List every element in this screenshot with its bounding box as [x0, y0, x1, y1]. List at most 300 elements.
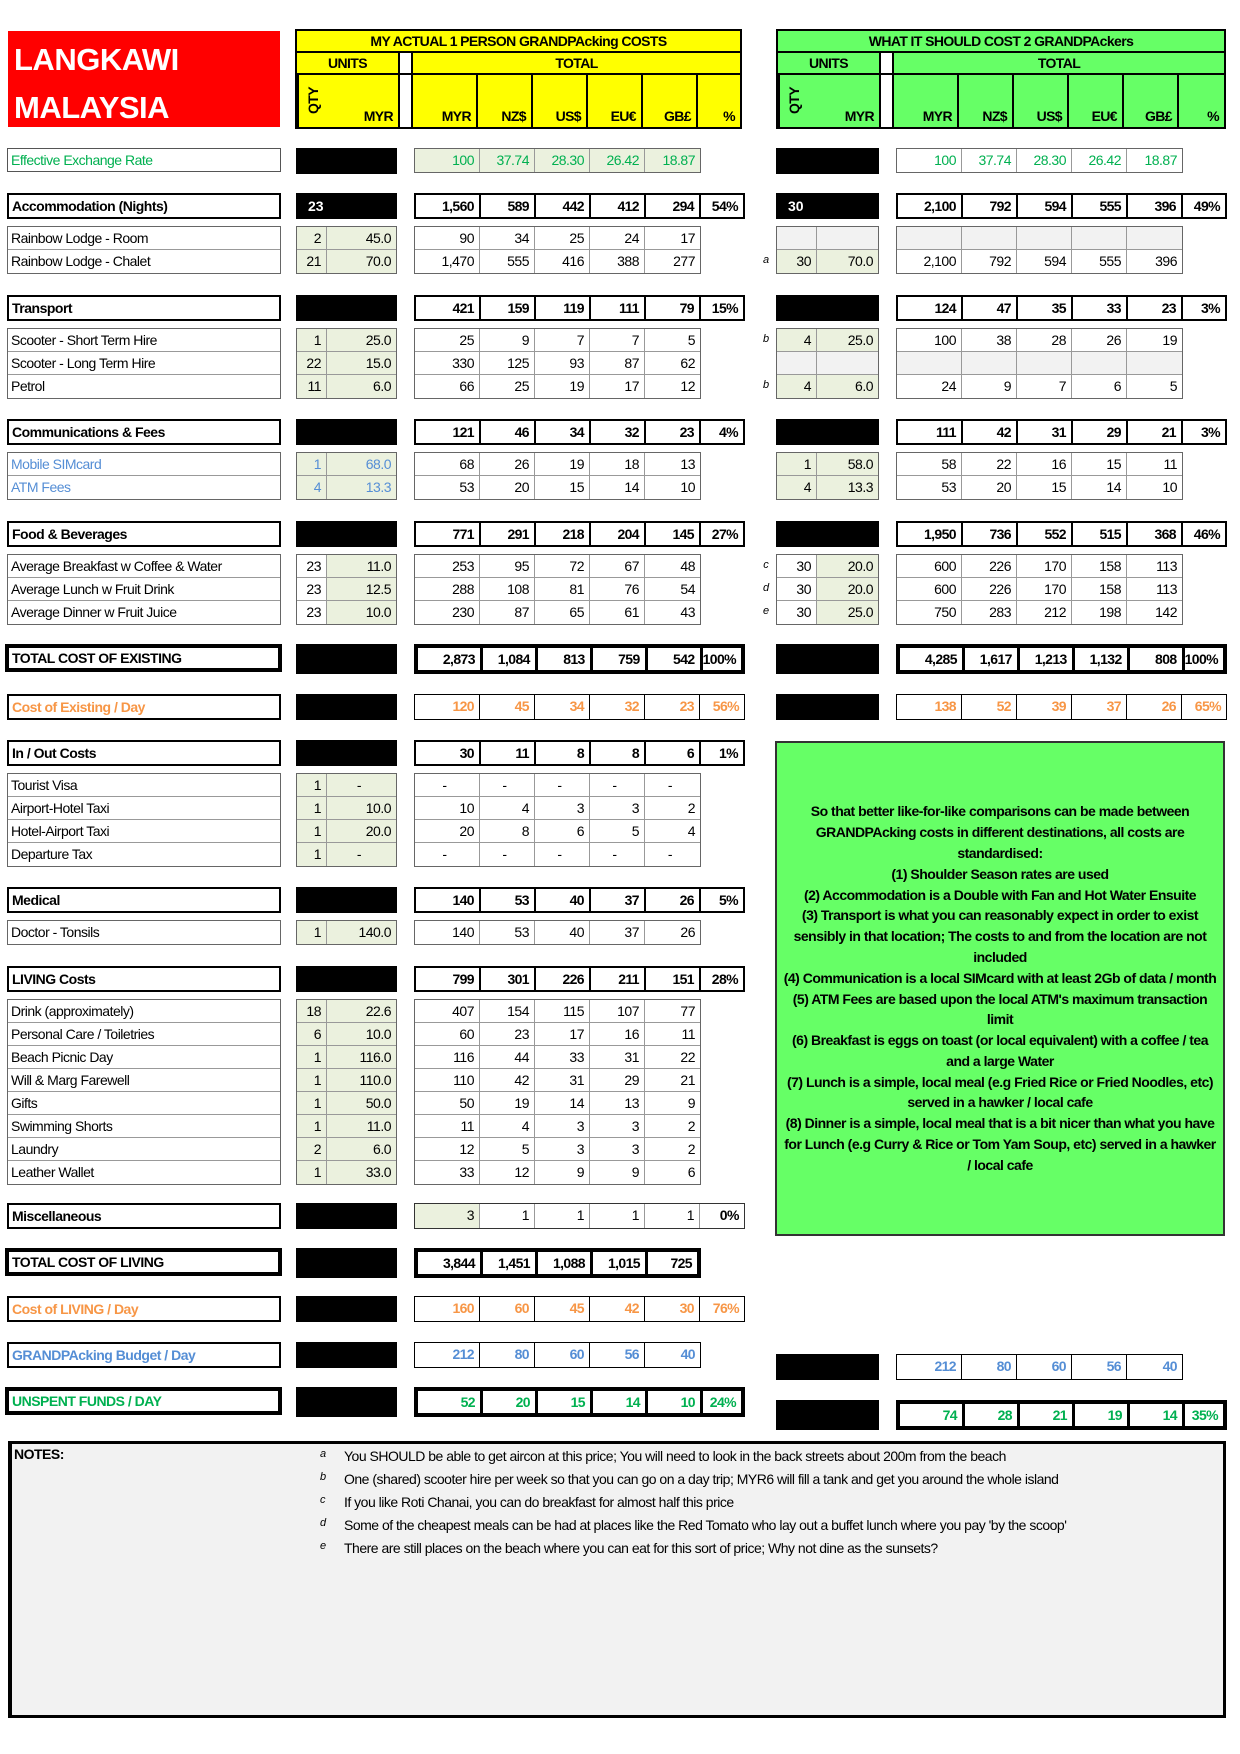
total-myr: 421	[416, 297, 481, 319]
total-gbp: 294	[646, 195, 701, 217]
cell: -	[415, 843, 480, 866]
qty-cell[interactable]: 2	[297, 1138, 327, 1160]
food-item-labels	[7, 554, 281, 625]
cell: 1	[590, 1204, 645, 1228]
transport-item-labels	[7, 328, 281, 399]
unit-price-cell[interactable]	[817, 352, 878, 374]
total-pct: 54%	[711, 198, 738, 214]
info-line: (1) Shoulder Season rates are used	[891, 865, 1109, 882]
info-line: (4) Communication is a local SIMcard with at least 2Gb of data / month	[783, 969, 1217, 986]
cell: 6	[535, 820, 590, 842]
cell: 13	[680, 456, 695, 472]
rate-eur[interactable]: 26.42	[590, 149, 645, 172]
cell: 5	[687, 332, 695, 348]
communications-units-block	[296, 419, 397, 445]
cell: 16	[590, 1023, 645, 1045]
exchange-row	[415, 149, 700, 172]
qty-cell[interactable]: 4	[777, 476, 817, 499]
qty-cell[interactable]: 1	[297, 453, 327, 475]
medical-units-block	[296, 887, 397, 913]
communications-units-should	[776, 452, 879, 500]
cell: 3	[590, 1138, 645, 1160]
unit-price-cell[interactable]: 22.6	[327, 1000, 396, 1022]
cell: 95	[480, 555, 535, 577]
myr-col-header: MYR	[413, 75, 478, 127]
cell	[962, 352, 1017, 374]
total-nzd: 736	[963, 523, 1018, 545]
medical-total-actual	[414, 887, 745, 913]
total-eur: 1,015	[593, 1252, 645, 1274]
unit-price-cell[interactable]	[817, 227, 878, 249]
cell: 11	[681, 1026, 695, 1042]
unit-price-cell[interactable]: -	[327, 843, 396, 866]
cell: 54	[680, 581, 695, 597]
cell: 37	[590, 921, 645, 944]
food-total-actual	[414, 521, 745, 547]
header-gap	[400, 75, 413, 127]
qty-cell[interactable]: 1	[297, 797, 327, 819]
cell: 62	[680, 355, 695, 371]
inout-section-label: In / Out Costs	[7, 740, 281, 766]
cell: 29	[590, 1069, 645, 1091]
cell: 48	[680, 558, 695, 574]
total-nzd: 1,084	[483, 648, 535, 670]
note-key: a	[320, 1448, 326, 1460]
cell: 50	[415, 1092, 480, 1114]
total-pct: 4%	[718, 424, 738, 440]
unit-price-cell[interactable]: 13.3	[817, 476, 878, 499]
total-usd: 1,088	[538, 1252, 590, 1274]
cell: 792	[962, 250, 1017, 273]
cell: 253	[415, 555, 480, 577]
total-pct: 46%	[1193, 526, 1220, 542]
qty-cell[interactable]: 1	[297, 843, 327, 866]
unit-price-cell[interactable]: 12.5	[327, 578, 396, 600]
cell	[1017, 352, 1072, 374]
total-existing-label: TOTAL COST OF EXISTING	[5, 644, 282, 672]
total-myr: 212	[897, 1355, 962, 1379]
cell: -	[480, 774, 535, 796]
total-nzd: 792	[963, 195, 1018, 217]
cell: 17	[590, 375, 645, 398]
budget-per-day-label: GRANDPAcking Budget / Day	[7, 1342, 281, 1368]
note-text: If you like Roti Chanai, you can do breakfast for almost half this price	[344, 1494, 734, 1510]
unit-price-cell[interactable]: 11.0	[327, 555, 396, 577]
cell	[1017, 227, 1072, 249]
item-label: Departure Tax	[11, 846, 93, 862]
total-myr: 2,873	[418, 648, 480, 670]
qty-cell[interactable]: 18	[297, 1000, 327, 1022]
cell: 396	[1155, 253, 1177, 269]
cell: 90	[415, 227, 480, 249]
qty-cell[interactable]	[777, 352, 817, 374]
cell: 170	[1017, 578, 1072, 600]
item-label: Swimming Shorts	[11, 1118, 113, 1134]
total-usd: 1,213	[1020, 648, 1072, 670]
unit-price-cell[interactable]: 13.3	[327, 476, 396, 499]
communications-units-block	[776, 419, 879, 445]
misc-total-actual	[414, 1203, 745, 1229]
cell: 22	[962, 453, 1017, 475]
qty-cell[interactable]: 1	[297, 1161, 327, 1184]
cell: 33	[415, 1161, 480, 1184]
unit-price-cell[interactable]: 20.0	[327, 820, 396, 842]
cell: 65	[535, 601, 590, 624]
total-nzd: 80	[962, 1355, 1017, 1379]
total-existing-actual	[414, 644, 745, 674]
cell: -	[535, 843, 590, 866]
rate-myr[interactable]: 100	[415, 149, 480, 172]
total-myr: 4,285	[900, 648, 962, 670]
cell: 1	[535, 1204, 590, 1228]
unit-price-cell[interactable]: 10.0	[327, 1023, 396, 1045]
cell: 43	[680, 604, 695, 620]
qty-cell[interactable]: 11	[297, 375, 327, 398]
total-usd: 813	[538, 648, 590, 670]
qty-cell[interactable]: 6	[297, 1023, 327, 1045]
rate-gbp[interactable]: 18.87	[645, 149, 700, 172]
item-label: Average Dinner w Fruit Juice	[11, 604, 177, 620]
qty-cell[interactable]: 4	[777, 329, 817, 351]
total-nzd: 53	[481, 889, 536, 911]
cell: 6	[1072, 375, 1127, 398]
total-myr: 1,560	[416, 195, 481, 217]
note-text: One (shared) scooter hire per week so that you can go on a day trip; MYR6 will fill a tank and get you around the whole island	[344, 1471, 1059, 1487]
unspent-units-block	[296, 1387, 397, 1417]
total-myr: 30	[416, 742, 481, 764]
qty-cell[interactable]: 30	[777, 555, 817, 577]
cell: 77	[680, 1003, 695, 1019]
cell: 10	[680, 479, 695, 495]
rate-usd: 28.30	[1017, 149, 1072, 172]
cell: 17	[680, 230, 695, 246]
living-units-actual	[296, 999, 397, 1185]
existing-per-day-should	[896, 694, 1227, 720]
total-nzd: 47	[963, 297, 1018, 319]
total-gbp: 145	[646, 523, 701, 545]
title-line-2: MALAYSIA	[14, 90, 170, 125]
note-text: You SHOULD be able to get aircon at this price; You will need to look in the back streets about 200m from the beach	[344, 1448, 1006, 1464]
accommodation-total-actual	[414, 193, 745, 219]
cell: 26	[680, 924, 695, 940]
total-eur: 14	[593, 1391, 645, 1413]
living-per-day-label: Cost of LIVING / Day	[7, 1296, 281, 1322]
total-nzd: 46	[481, 421, 536, 443]
footnote-marker: e	[762, 605, 770, 617]
qty-cell[interactable]: 1	[297, 1046, 327, 1068]
cell: -	[415, 774, 480, 796]
cell: 2	[687, 1118, 695, 1134]
unit-price-cell[interactable]: 58.0	[817, 453, 878, 475]
medical-totals-actual	[414, 920, 701, 945]
cell	[897, 352, 962, 374]
total-gbp: 40	[680, 1346, 695, 1362]
qty-cell[interactable]: 23	[297, 578, 327, 600]
eur-col-header: EU€	[588, 75, 643, 127]
unit-price-cell[interactable]: 15.0	[327, 352, 396, 374]
cell: 19	[535, 375, 590, 398]
total-existing-should	[896, 644, 1227, 674]
total-pct: 24%	[703, 1391, 741, 1413]
unit-price-cell[interactable]: 68.0	[327, 453, 396, 475]
item-label: Airport-Hotel Taxi	[11, 800, 110, 816]
qty-cell[interactable]: 1	[777, 453, 817, 475]
cell: -	[480, 843, 535, 866]
rate-eur: 26.42	[1072, 149, 1127, 172]
qty-cell[interactable]: 1	[297, 1092, 327, 1114]
qty-cell[interactable]: 4	[297, 476, 327, 499]
unit-price-cell[interactable]: 6.0	[817, 375, 878, 398]
communications-total-should	[896, 419, 1227, 445]
unit-price-cell[interactable]: 70.0	[327, 250, 396, 273]
existing-per-day-units-block	[296, 694, 397, 720]
total-eur: 29	[1073, 421, 1128, 443]
total-usd: 60	[1017, 1355, 1072, 1379]
total-nzd: 1,451	[483, 1252, 535, 1274]
total-usd: 34	[535, 695, 590, 719]
total-myr: 138	[897, 695, 962, 719]
total-pct: 35%	[1185, 1404, 1223, 1426]
budget-units-block	[776, 1354, 879, 1380]
standardisation-info-box	[775, 741, 1225, 1236]
cell: 407	[415, 1000, 480, 1022]
cell: 9	[687, 1095, 695, 1111]
unit-price-cell[interactable]: 10.0	[327, 601, 396, 624]
total-nzd: 52	[962, 695, 1017, 719]
total-usd: 119	[536, 297, 591, 319]
accommodation-item-labels	[7, 226, 281, 274]
cell: 18	[590, 453, 645, 475]
total-myr: 2,100	[898, 195, 963, 217]
total-myr: 74	[900, 1404, 962, 1426]
item-label: Drink (approximately)	[11, 1003, 134, 1019]
unit-price-cell[interactable]: 116.0	[327, 1046, 396, 1068]
qty-cell[interactable]: 1	[297, 820, 327, 842]
exchange-rate-label: Effective Exchange Rate	[7, 148, 281, 172]
total-nzd: 301	[481, 968, 536, 990]
total-myr: 1,950	[898, 523, 963, 545]
qty-cell[interactable]: 1	[297, 921, 327, 944]
cell: 116	[415, 1046, 480, 1068]
cell: 198	[1072, 601, 1127, 624]
unit-price-cell[interactable]: 20.0	[817, 578, 878, 600]
unit-price-cell[interactable]: 45.0	[327, 227, 396, 249]
qty-cell[interactable]: 4	[777, 375, 817, 398]
should-cost-header	[776, 29, 1226, 129]
unit-price-cell[interactable]: 25.0	[817, 329, 878, 351]
unit-price-cell[interactable]: 110.0	[327, 1069, 396, 1091]
food-units-block	[296, 521, 397, 547]
budget-units-block	[296, 1342, 397, 1368]
cell: 53	[480, 921, 535, 944]
qty-cell[interactable]: 23	[297, 601, 327, 624]
total-eur: 1,132	[1075, 648, 1127, 670]
unit-price-cell[interactable]: 140.0	[327, 921, 396, 944]
accommodation-nights-actual: 23	[296, 193, 397, 219]
cell: 12	[415, 1138, 480, 1160]
unit-price-cell[interactable]: -	[327, 774, 396, 796]
qty-cell[interactable]: 22	[297, 352, 327, 374]
unspent-funds-label: UNSPENT FUNDS / DAY	[5, 1387, 282, 1415]
total-eur: 8	[591, 742, 646, 764]
should-units-label: UNITS	[778, 53, 881, 73]
total-eur: 33	[1073, 297, 1128, 319]
exchange-units-block	[776, 148, 879, 174]
cell: 140	[415, 921, 480, 944]
rate-nzd[interactable]: 37.74	[480, 149, 535, 172]
total-eur: 37	[1072, 695, 1127, 719]
cell: 9	[535, 1161, 590, 1184]
total-nzd: 159	[481, 297, 536, 319]
cell: 226	[962, 578, 1017, 600]
cell: 24	[590, 227, 645, 249]
total-myr: 121	[416, 421, 481, 443]
living-totals-actual	[414, 999, 701, 1185]
food-units-actual	[296, 554, 397, 625]
cell: 330	[415, 352, 480, 374]
cell: 14	[535, 1092, 590, 1114]
total-myr: 120	[415, 695, 480, 719]
cell: 25	[415, 329, 480, 351]
unspent-funds-actual	[414, 1387, 745, 1417]
total-existing-units-block	[776, 644, 879, 674]
cell: 22	[680, 1049, 695, 1065]
total-pct: 76%	[712, 1300, 739, 1316]
communications-item-labels	[7, 452, 281, 500]
total-nzd: 45	[480, 695, 535, 719]
item-label: Rainbow Lodge - Room	[11, 230, 149, 246]
existing-per-day-units-block	[776, 694, 879, 720]
total-gbp: 725	[648, 1252, 697, 1274]
unit-price-cell[interactable]: 25.0	[817, 601, 878, 624]
info-line: (6) Breakfast is eggs on toast (or local equivalent) with a coffee / tea and a large Water	[792, 1032, 1208, 1069]
note-key: e	[320, 1540, 326, 1552]
qty-col-header: QTY	[778, 75, 808, 127]
cell: 87	[590, 352, 645, 374]
unit-price-cell[interactable]: 6.0	[327, 375, 396, 398]
cell: 15	[535, 476, 590, 499]
cell	[897, 227, 962, 249]
total-myr: 140	[416, 889, 481, 911]
cell: 42	[480, 1069, 535, 1091]
item-label: Personal Care / Toiletries	[11, 1026, 155, 1042]
qty-cell[interactable]: 1	[297, 1069, 327, 1091]
qty-cell[interactable]: 30	[777, 601, 817, 624]
total-living-label: TOTAL COST OF LIVING	[5, 1248, 282, 1276]
qty-cell[interactable]: 1	[297, 774, 327, 796]
total-eur: 515	[1073, 523, 1128, 545]
cell: 34	[480, 227, 535, 249]
communications-totals-should	[896, 452, 1183, 500]
total-eur: 56	[1072, 1355, 1127, 1379]
cell: 20	[415, 820, 480, 842]
cell: 2,100	[897, 250, 962, 273]
total-eur: 32	[591, 421, 646, 443]
item-label: Scooter - Long Term Hire	[11, 355, 156, 371]
title-line-1: LANGKAWI	[14, 42, 179, 77]
qty-cell[interactable]	[777, 227, 817, 249]
should-total-label: TOTAL	[894, 53, 1224, 73]
item-label: Beach Picnic Day	[11, 1049, 113, 1065]
rate-usd[interactable]: 28.30	[535, 149, 590, 172]
communications-total-actual	[414, 419, 745, 445]
cell: 594	[1017, 250, 1072, 273]
cell: 416	[535, 250, 590, 273]
unit-price-cell[interactable]: 20.0	[817, 555, 878, 577]
cell: 154	[480, 1000, 535, 1022]
living-total-actual	[414, 966, 745, 992]
cell: 6	[687, 1164, 695, 1180]
qty-cell[interactable]: 1	[297, 1115, 327, 1137]
rate-nzd: 37.74	[962, 149, 1017, 172]
qty-cell[interactable]: 2	[297, 227, 327, 249]
unit-price-cell[interactable]: 11.0	[327, 1115, 396, 1137]
qty-cell[interactable]: 21	[297, 250, 327, 273]
rate-myr: 100	[897, 149, 962, 172]
unit-price-cell[interactable]: 50.0	[327, 1092, 396, 1114]
total-myr: 160	[415, 1297, 480, 1321]
cell: 19	[480, 1092, 535, 1114]
cell: 5	[1169, 378, 1177, 394]
cell: 81	[535, 578, 590, 600]
usd-col-header: US$	[533, 75, 588, 127]
cell: 28	[1017, 329, 1072, 351]
cell: 12	[480, 1161, 535, 1184]
cell: 15	[1017, 476, 1072, 499]
unit-price-cell[interactable]: 25.0	[327, 329, 396, 351]
cell: 76	[590, 578, 645, 600]
medical-item-labels	[7, 920, 281, 945]
total-usd: 218	[536, 523, 591, 545]
unit-price-cell[interactable]: 70.0	[817, 250, 878, 273]
qty-cell[interactable]: 30	[777, 250, 817, 273]
notes-title: NOTES:	[14, 1446, 64, 1462]
total-nzd: 28	[965, 1404, 1017, 1426]
living-item-labels	[7, 999, 281, 1185]
misc-myr[interactable]: 3	[415, 1204, 480, 1228]
total-eur: 211	[591, 968, 646, 990]
info-line: (8) Dinner is a simple, local meal that is a bit nicer than what you have for Lunch (e.g Curry & Rice or Tom Yam Soup, etc) served in a hawker / local cafe	[784, 1115, 1216, 1173]
unit-price-cell[interactable]: 6.0	[327, 1138, 396, 1160]
cell: 40	[535, 921, 590, 944]
location-title	[8, 31, 280, 127]
note-item	[320, 1448, 1006, 1464]
cell: 11	[415, 1115, 480, 1137]
food-section-label: Food & Beverages	[7, 521, 281, 547]
cell: 9	[590, 1161, 645, 1184]
qty-cell[interactable]: 1	[297, 329, 327, 351]
transport-totals-actual	[414, 328, 701, 399]
total-nzd: 20	[483, 1391, 535, 1413]
rate-gbp: 18.87	[1144, 152, 1177, 168]
cell: 4	[480, 1115, 535, 1137]
food-units-should	[776, 554, 879, 625]
qty-cell[interactable]: 30	[777, 578, 817, 600]
total-nzd: 1,617	[965, 648, 1017, 670]
total-usd: 35	[1018, 297, 1073, 319]
total-pct: 27%	[711, 526, 738, 542]
total-nzd: 42	[963, 421, 1018, 443]
total-existing-units-block	[296, 644, 397, 674]
total-nzd: 11	[481, 742, 536, 764]
pct-col-header: %	[1179, 75, 1224, 127]
qty-cell[interactable]: 23	[297, 555, 327, 577]
total-living-actual	[414, 1248, 701, 1278]
item-label: Will & Marg Farewell	[11, 1072, 130, 1088]
unit-price-cell[interactable]: 10.0	[327, 797, 396, 819]
unit-price-cell[interactable]: 33.0	[327, 1161, 396, 1184]
usd-col-header: US$	[1014, 75, 1069, 127]
